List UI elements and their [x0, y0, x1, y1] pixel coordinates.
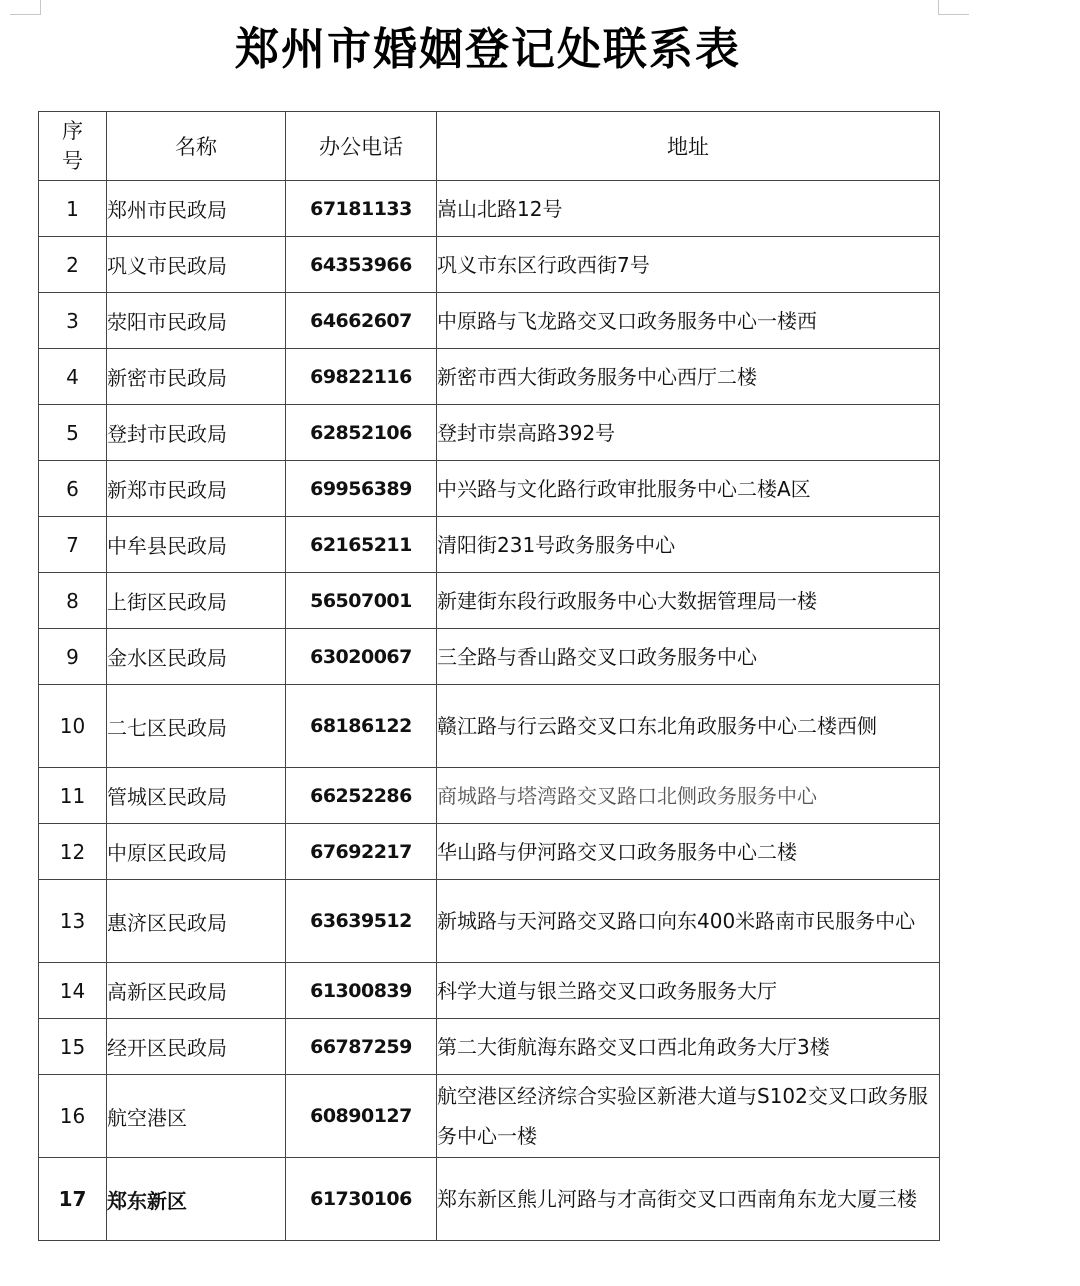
- row-index: 15: [39, 1019, 107, 1075]
- row-address: 三全路与香山路交叉口政务服务中心: [437, 629, 940, 685]
- row-phone: 66787259: [286, 1019, 437, 1075]
- header-address: 地址: [437, 112, 940, 181]
- row-address: 巩义市东区行政西街7号: [437, 237, 940, 293]
- row-index: 16: [39, 1075, 107, 1158]
- row-index: 7: [39, 517, 107, 573]
- row-index: 13: [39, 880, 107, 963]
- row-index: 3: [39, 293, 107, 349]
- row-phone: 61300839: [286, 963, 437, 1019]
- row-name: 中原区民政局: [107, 824, 286, 880]
- row-phone: 63020067: [286, 629, 437, 685]
- row-phone: 69956389: [286, 461, 437, 517]
- table-row: [39, 963, 940, 1019]
- header-index: 序号: [39, 112, 107, 181]
- table-row: [39, 1075, 940, 1158]
- row-name: 金水区民政局: [107, 629, 286, 685]
- table-row: [39, 1158, 940, 1241]
- row-name: 惠济区民政局: [107, 880, 286, 963]
- row-phone: 64353966: [286, 237, 437, 293]
- row-name: 巩义市民政局: [107, 237, 286, 293]
- row-name: 新密市民政局: [107, 349, 286, 405]
- table-row: [39, 824, 940, 880]
- row-index: 11: [39, 768, 107, 824]
- row-address: 商城路与塔湾路交叉路口北侧政务服务中心: [437, 768, 940, 824]
- table-row: [39, 293, 940, 349]
- row-phone: 62165211: [286, 517, 437, 573]
- row-name: 上街区民政局: [107, 573, 286, 629]
- row-address: 华山路与伊河路交叉口政务服务中心二楼: [437, 824, 940, 880]
- row-address: 新建街东段行政服务中心大数据管理局一楼: [437, 573, 940, 629]
- table-row: [39, 880, 940, 963]
- row-name: 郑州市民政局: [107, 181, 286, 237]
- row-phone: 62852106: [286, 405, 437, 461]
- table-row: [39, 1019, 940, 1075]
- row-name: 经开区民政局: [107, 1019, 286, 1075]
- row-phone: 61730106: [286, 1158, 437, 1241]
- row-address: 新密市西大街政务服务中心西厅二楼: [437, 349, 940, 405]
- table-row: [39, 629, 940, 685]
- row-index: 8: [39, 573, 107, 629]
- row-phone: 66252286: [286, 768, 437, 824]
- row-address: 中兴路与文化路行政审批服务中心二楼A区: [437, 461, 940, 517]
- row-address: 赣江路与行云路交叉口东北角政服务中心二楼西侧: [437, 685, 940, 768]
- row-phone: 68186122: [286, 685, 437, 768]
- row-name: 登封市民政局: [107, 405, 286, 461]
- row-phone: 60890127: [286, 1075, 437, 1158]
- row-phone: 56507001: [286, 573, 437, 629]
- row-index: 14: [39, 963, 107, 1019]
- row-address: 郑东新区熊儿河路与才高街交叉口西南角东龙大厦三楼: [437, 1158, 940, 1241]
- table-row: [39, 573, 940, 629]
- row-index: 2: [39, 237, 107, 293]
- table-row: [39, 461, 940, 517]
- table-row: [39, 405, 940, 461]
- page-corner-mark-left: [10, 0, 41, 15]
- table-row: [39, 349, 940, 405]
- marriage-registry-contact-table: [38, 111, 940, 1241]
- table-row: [39, 685, 940, 768]
- row-phone: 67692217: [286, 824, 437, 880]
- row-phone: 64662607: [286, 293, 437, 349]
- row-phone: 63639512: [286, 880, 437, 963]
- table-row: [39, 768, 940, 824]
- header-phone: 办公电话: [286, 112, 437, 181]
- row-name: 高新区民政局: [107, 963, 286, 1019]
- row-index: 6: [39, 461, 107, 517]
- table-row: [39, 181, 940, 237]
- row-index: 12: [39, 824, 107, 880]
- row-name: 新郑市民政局: [107, 461, 286, 517]
- row-phone: 69822116: [286, 349, 437, 405]
- row-index: 17: [39, 1158, 107, 1241]
- document-title: 郑州市婚姻登记处联系表: [235, 24, 741, 75]
- row-index: 4: [39, 349, 107, 405]
- row-address: 清阳街231号政务服务中心: [437, 517, 940, 573]
- table-header-row: [39, 112, 940, 181]
- row-address: 嵩山北路12号: [437, 181, 940, 237]
- row-name: 航空港区: [107, 1075, 286, 1158]
- row-address: 航空港区经济综合实验区新港大道与S102交叉口政务服务中心一楼: [437, 1075, 940, 1158]
- row-name: 二七区民政局: [107, 685, 286, 768]
- row-index: 5: [39, 405, 107, 461]
- page-corner-mark-right: [938, 0, 969, 15]
- table-row: [39, 237, 940, 293]
- row-address: 第二大街航海东路交叉口西北角政务大厅3楼: [437, 1019, 940, 1075]
- row-address: 新城路与天河路交叉路口向东400米路南市民服务中心: [437, 880, 940, 963]
- header-name: 名称: [107, 112, 286, 181]
- row-phone: 67181133: [286, 181, 437, 237]
- row-address: 登封市崇高路392号: [437, 405, 940, 461]
- row-index: 9: [39, 629, 107, 685]
- row-name: 郑东新区: [107, 1158, 286, 1241]
- row-name: 中牟县民政局: [107, 517, 286, 573]
- row-name: 管城区民政局: [107, 768, 286, 824]
- row-index: 1: [39, 181, 107, 237]
- table-row: [39, 517, 940, 573]
- row-address: 中原路与飞龙路交叉口政务服务中心一楼西: [437, 293, 940, 349]
- row-index: 10: [39, 685, 107, 768]
- row-name: 荥阳市民政局: [107, 293, 286, 349]
- row-address: 科学大道与银兰路交叉口政务服务大厅: [437, 963, 940, 1019]
